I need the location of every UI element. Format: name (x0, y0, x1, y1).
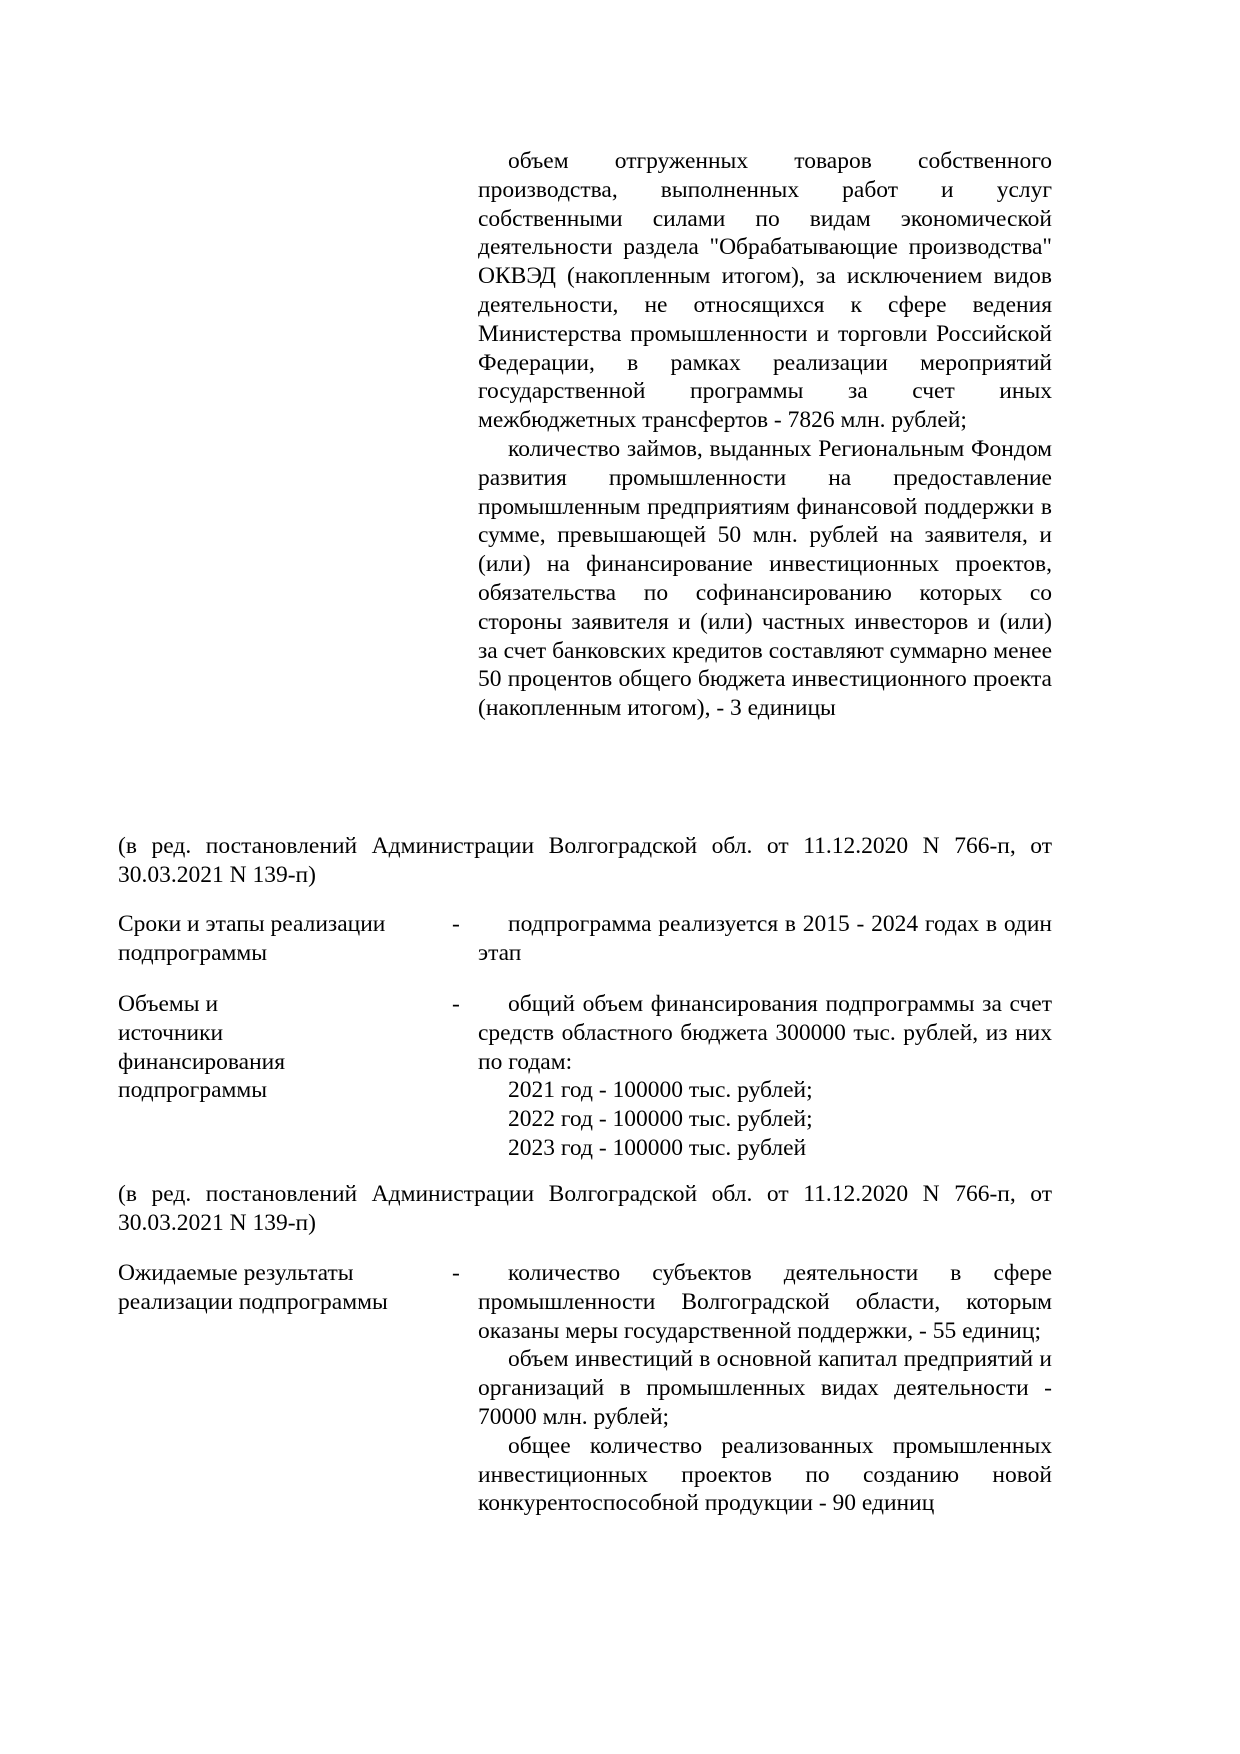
row-dash: - (452, 911, 460, 937)
row-paragraph: объем инвестиций в основной капитал предприятий и организаций в промышленных видах деятельности - 70000 млн. рублей; (478, 1346, 1052, 1430)
row-label: Сроки и этапы реализации подпрограммы (118, 911, 386, 966)
target-paragraph: количество займов, выданных Региональным Фондом развития промышленности на предоставление промышленным предприятиям финансовой поддержки в сумме, превышающей 50 млн. рублей на заявителя, и (или) на финансирование инвестиционных проектов, обязательства по софинансированию которых со стороны заявителя и (или) частных инвесторов и (или) за счет банковских кредитов составляют суммарно менее 50 процентов общего бюджета инвестиционного проекта (накопленным итогом), - 3 единицы (478, 435, 1052, 722)
row-dash: - (452, 1260, 460, 1286)
row-paragraph: общее количество реализованных промышленных инвестиционных проектов по созданию новой конкурентоспособной продукции - 90 единиц (478, 1432, 1052, 1517)
row-content (478, 990, 1052, 1163)
targets-continued (478, 147, 1052, 723)
row-content (478, 910, 1052, 968)
row-paragraph: подпрограмма реализуется в 2015 - 2024 годах в один этап (478, 911, 1052, 966)
amendment-note: (в ред. постановлений Администрации Волгоградской обл. от 11.12.2020 N 766-п, от 30.03.2021 N 139-п) (118, 833, 1052, 888)
row-paragraph: 2023 год - 100000 тыс. рублей (508, 1134, 807, 1161)
row-paragraph: 2022 год - 100000 тыс. рублей; (508, 1106, 813, 1133)
row-label: Объемы и источники финансирования подпрограммы (118, 991, 286, 1104)
row-content (478, 1259, 1052, 1518)
row-paragraph: 2021 год - 100000 тыс. рублей; (508, 1077, 813, 1104)
amendment-note: (в ред. постановлений Администрации Волгоградской обл. от 11.12.2020 N 766-п, от 30.03.2021 N 139-п) (118, 1181, 1052, 1236)
row-paragraph: количество субъектов деятельности в сфере промышленности Волгоградской области, которым оказаны меры государственной поддержки, - 55 единиц; (478, 1260, 1052, 1344)
row-dash: - (452, 991, 460, 1017)
row-paragraph: общий объем финансирования подпрограммы за счет средств областного бюджета 300000 тыс. рублей, из них по годам: (478, 991, 1052, 1075)
row-label: Ожидаемые результаты реализации подпрограммы (118, 1260, 388, 1315)
target-paragraph: объем отгруженных товаров собственного производства, выполненных работ и услуг собственными силами по видам экономической деятельности раздела "Обрабатывающие производства" ОКВЭД (накопленным итогом), за исключением видов деятельности, не относящихся к сфере ведения Министерства промышленности и торговли Российской Федерации, в рамках реализации мероприятий государственной программы за счет иных межбюджетных трансфертов - 7826 млн. рублей; (478, 148, 1052, 434)
